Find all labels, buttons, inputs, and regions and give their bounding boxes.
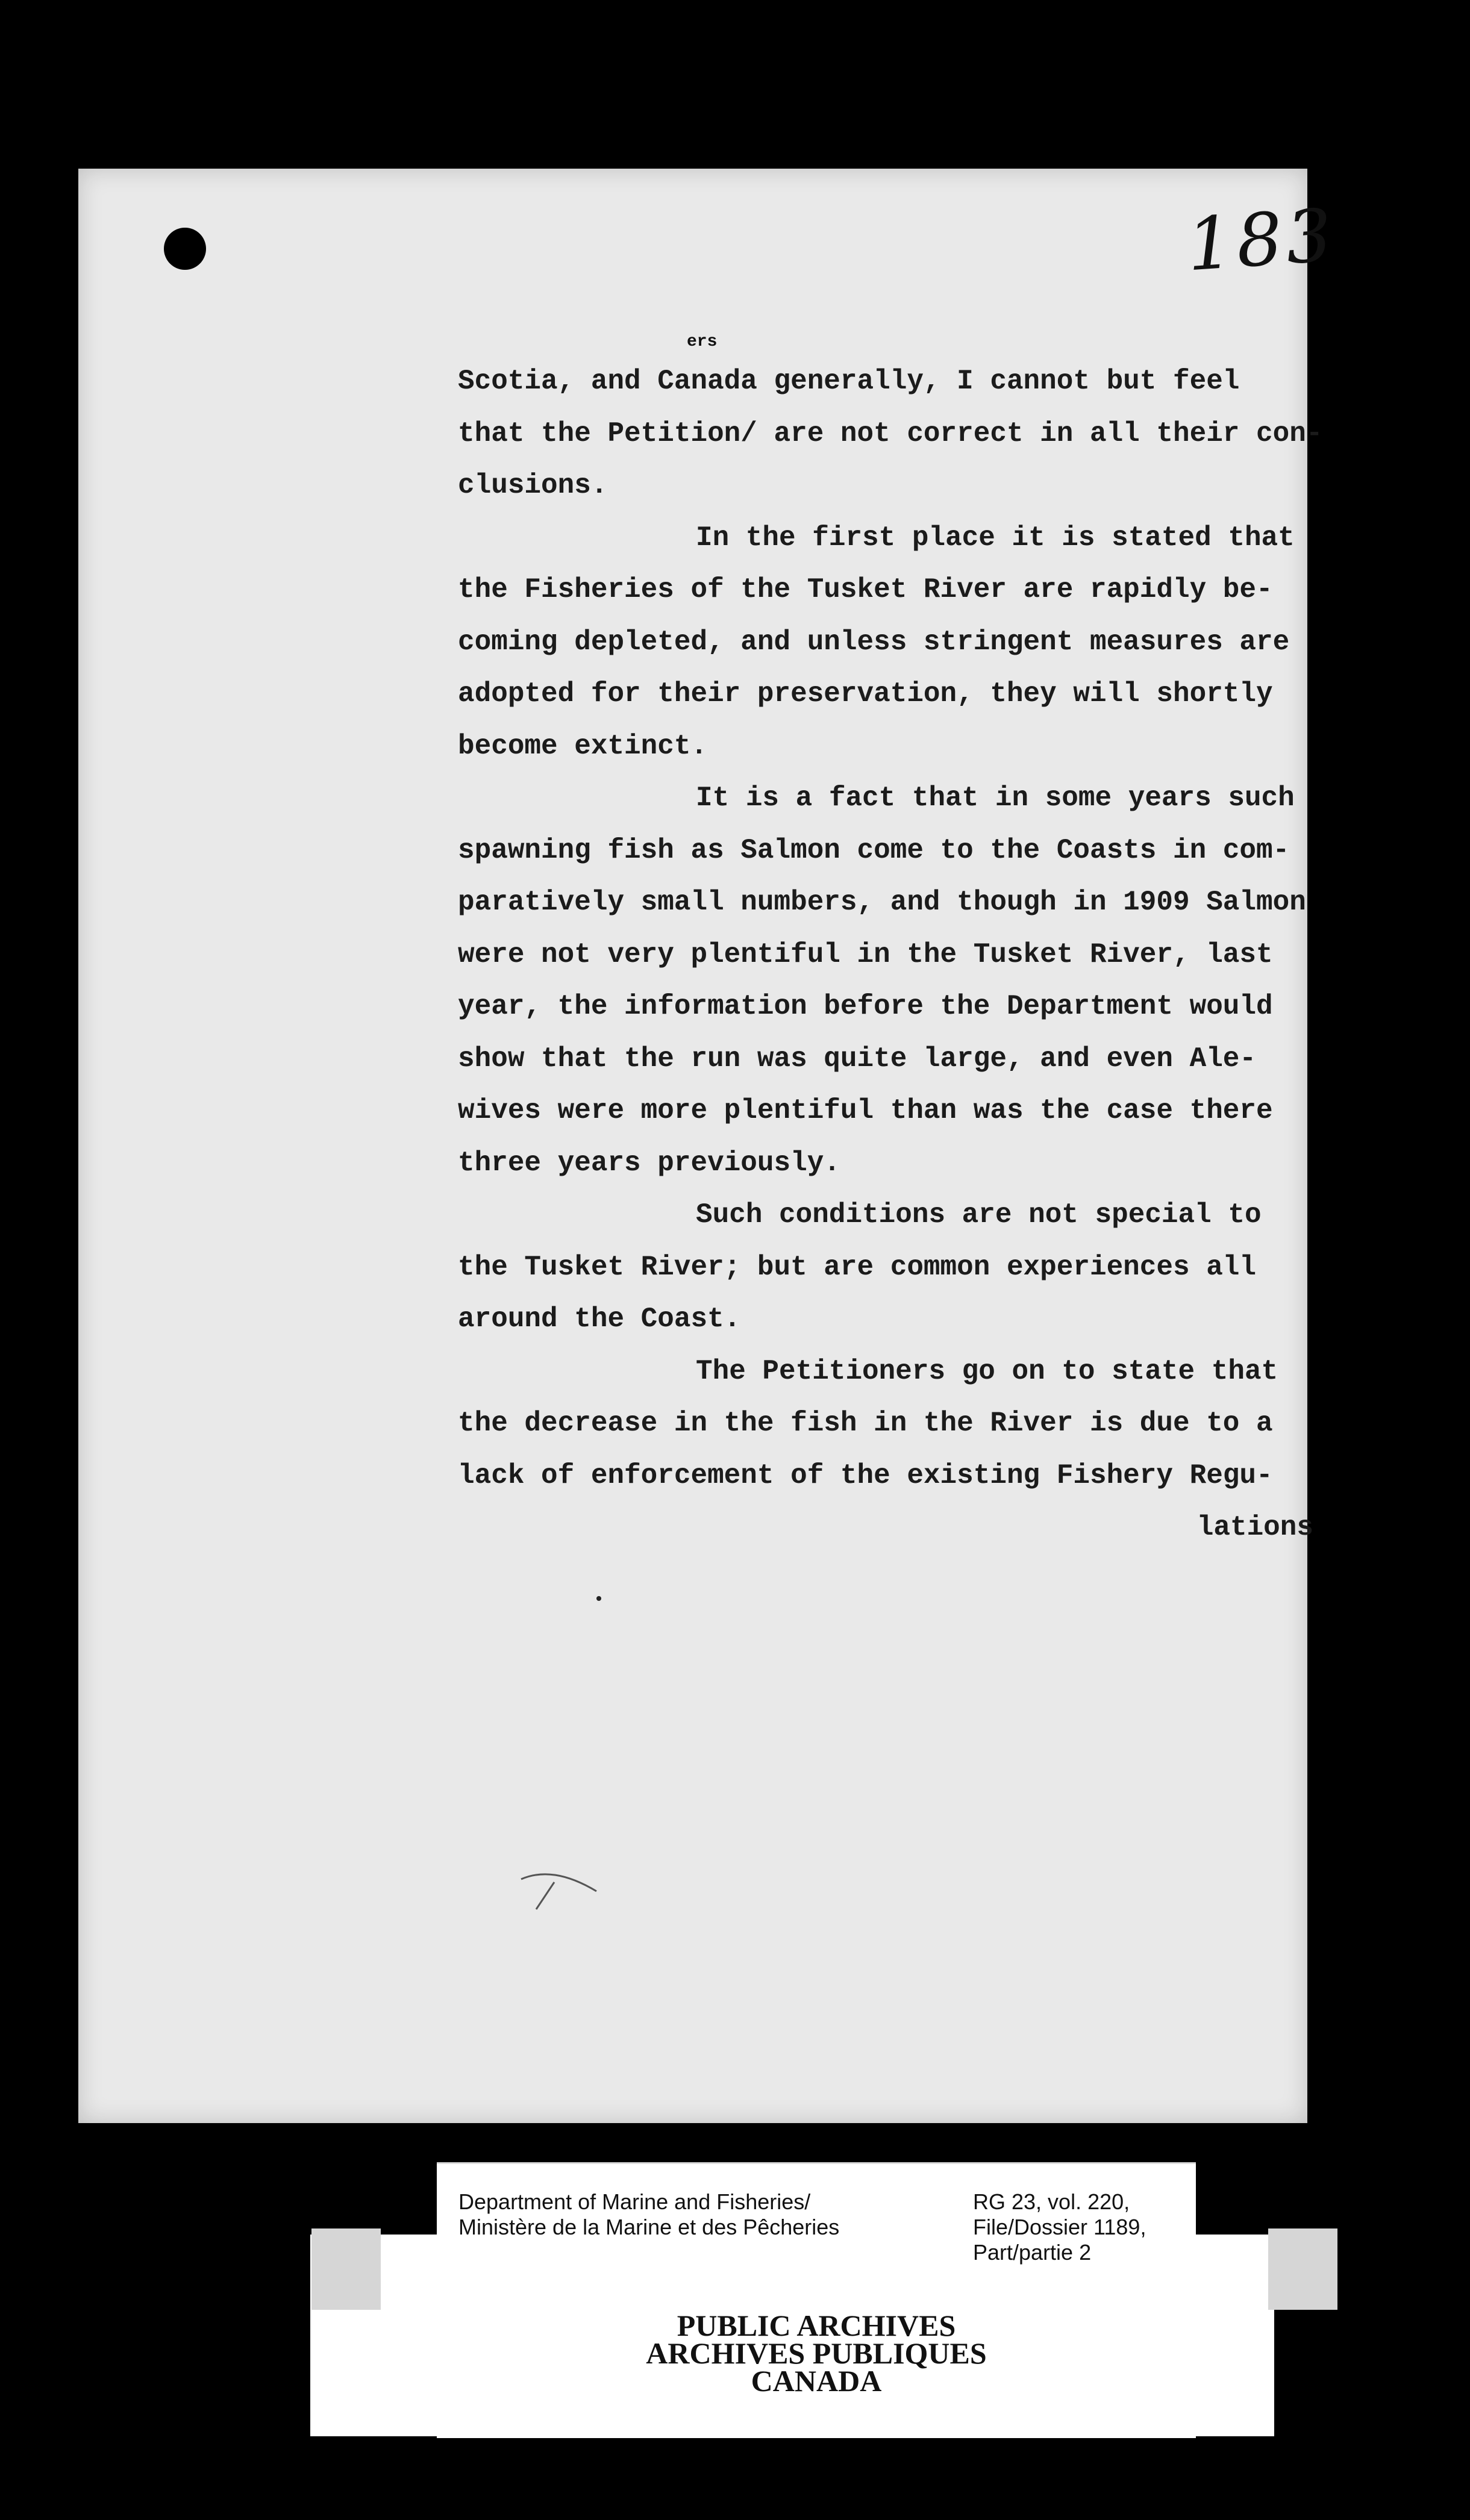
stamp-line: ARCHIVES PUBLIQUES xyxy=(646,2336,987,2370)
punch-hole xyxy=(164,228,206,270)
text-line: the Fisheries of the Tusket River are rapidly be- xyxy=(458,574,1273,605)
label-reference xyxy=(973,2189,1146,2265)
text-line: that the Petition/ are not correct in all their con- xyxy=(458,417,1323,449)
label-department xyxy=(458,2189,839,2240)
text-line: Scotia, and Canada generally, I cannot but feel xyxy=(458,366,1240,397)
ink-dot xyxy=(596,1596,601,1601)
text-line: adopted for their preservation, they will shortly xyxy=(458,678,1273,710)
text-line: coming depleted, and unless stringent measures are xyxy=(458,626,1290,658)
text-line: the decrease in the fish in the River is due to a xyxy=(458,1408,1273,1439)
text-line: paratively small numbers, and though in 1909 Salmon xyxy=(458,887,1306,918)
label-line: RG 23, vol. 220, xyxy=(973,2189,1130,2214)
text-line: three years previously. xyxy=(458,1147,840,1179)
text-line: spawning fish as Salmon come to the Coasts in com- xyxy=(458,834,1290,866)
archive-label xyxy=(437,2162,1196,2438)
folio-number: 183 xyxy=(1184,193,1339,288)
text-line: around the Coast. xyxy=(458,1303,741,1335)
overtype-correction: ers xyxy=(687,332,718,351)
text-line: wives were more plentiful than was the case there xyxy=(458,1095,1273,1126)
text-line: were not very plentiful in the Tusket River, last xyxy=(458,938,1273,970)
label-line: Department of Marine and Fisheries/ xyxy=(458,2189,811,2214)
typed-text xyxy=(458,355,1337,1554)
label-tab-right xyxy=(1268,2228,1337,2310)
pencil-mark xyxy=(518,1867,608,1915)
label-line: File/Dossier 1189, xyxy=(973,2215,1146,2239)
label-line: Ministère de la Marine et des Pêcheries xyxy=(458,2215,840,2239)
text-line: become extinct. xyxy=(458,730,708,762)
document-page xyxy=(78,169,1339,2123)
label-tab-left xyxy=(311,2228,381,2310)
text-line: The Petitioners go on to state that xyxy=(696,1355,1278,1387)
archives-stamp xyxy=(437,2309,1196,2398)
stamp-line: CANADA xyxy=(751,2364,882,2398)
text-line: the Tusket River; but are common experiences all xyxy=(458,1251,1257,1283)
text-line: show that the run was quite large, and even Ale- xyxy=(458,1043,1257,1074)
text-line: In the first place it is stated that xyxy=(696,522,1295,554)
text-line: Such conditions are not special to xyxy=(696,1199,1262,1230)
stamp-line: PUBLIC ARCHIVES xyxy=(677,2309,956,2342)
text-line: clusions. xyxy=(458,470,608,501)
label-line: Part/partie 2 xyxy=(973,2240,1092,2265)
text-line: It is a fact that in some years such xyxy=(696,782,1295,814)
text-line: year, the information before the Department would xyxy=(458,991,1273,1022)
text-line: lations xyxy=(1196,1512,1313,1543)
text-line: lack of enforcement of the existing Fishery Regu- xyxy=(458,1459,1273,1491)
